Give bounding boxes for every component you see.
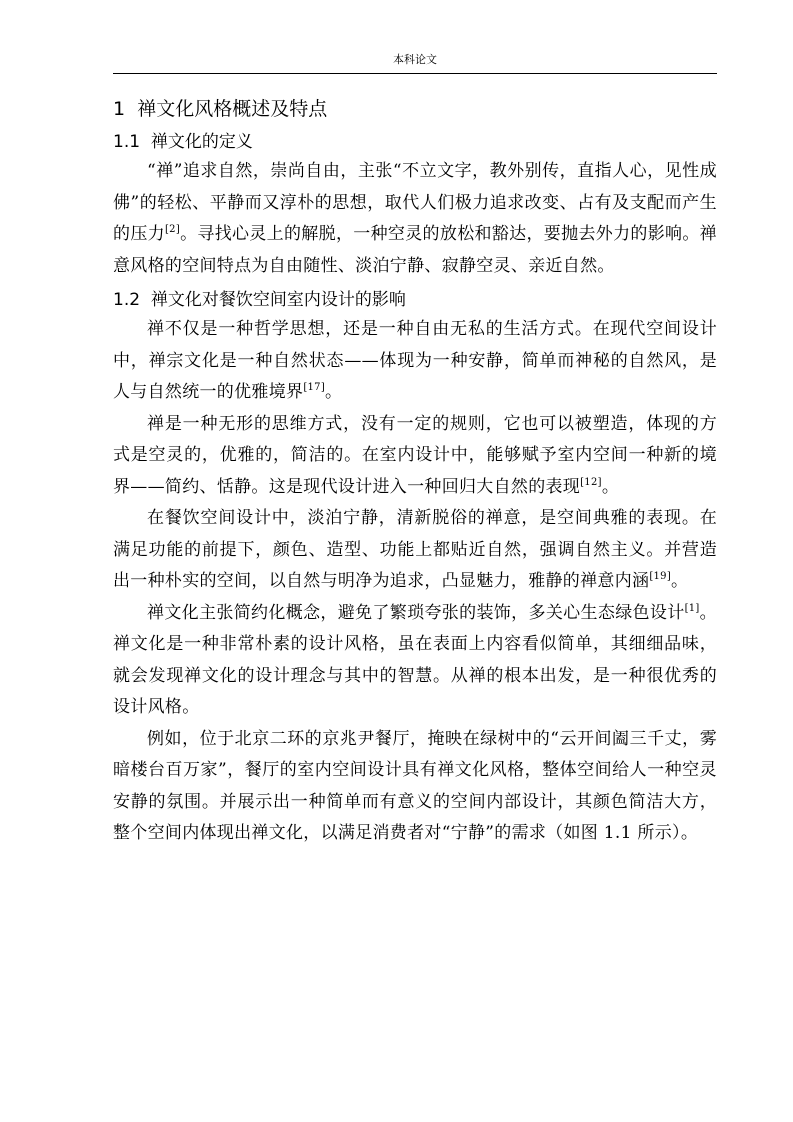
paragraph-text: 。寻找心灵上的解脱，一种空灵的放松和豁达，要抛去外力的影响。禅意风格的空间特点为自由随性、淡泊宁静、寂静空灵、亲近自然。 xyxy=(113,224,717,276)
paragraph-text: 。 xyxy=(671,571,689,591)
paragraph-minimalism xyxy=(113,598,717,724)
paragraph-zen-definition xyxy=(113,156,717,282)
paragraph-text: 。禅文化是一种非常朴素的设计风格，虽在表面上内容看似简单，其细细品味，就会发现禅文化的设计理念与其中的智慧。从禅的根本出发，是一种很优秀的设计风格。 xyxy=(113,602,717,717)
paragraph-zen-thinking xyxy=(113,409,717,504)
document-body xyxy=(113,94,717,850)
subsection-heading-1-1 xyxy=(113,128,717,156)
subsection-title: 禅文化对餐饮空间室内设计的影响 xyxy=(150,290,406,310)
citation-ref: [12] xyxy=(580,476,602,488)
citation-ref: [17] xyxy=(303,382,326,393)
citation-ref: [19] xyxy=(649,571,672,582)
paragraph-zen-lifestyle xyxy=(113,314,717,409)
subsection-number: 1.2 xyxy=(113,290,141,310)
subsection-heading-1-2 xyxy=(113,286,717,314)
section-heading xyxy=(113,94,717,124)
paragraph-dining-space xyxy=(113,503,717,598)
subsection-title: 禅文化的定义 xyxy=(150,132,253,152)
citation-ref: [2] xyxy=(164,224,181,235)
subsection-number: 1.1 xyxy=(113,132,141,152)
paragraph-text: 。 xyxy=(325,382,343,402)
paragraph-text: 禅不仅是一种哲学思想，还是一种自由无私的生活方式。在现代空间设计中，禅宗文化是一种自然状态——体现为一种安静，简单而神秘的自然风，是人与自然统一的优雅境界 xyxy=(113,319,717,402)
citation-ref: [1] xyxy=(684,602,700,614)
section-number: 1 xyxy=(113,98,126,120)
paragraph-text: “禅”追求自然，崇尚自由，主张“不立文字，教外别传，直指人心，见性成佛”的轻松、平静而又淳朴的思想，取代人们极力追求改变、占有及支配而产生的压力 xyxy=(113,161,717,244)
paragraph-text: 。 xyxy=(601,476,620,497)
paragraph-text: 禅文化主张简约化概念，避免了繁琐夸张的装饰，多关心生态绿色设计 xyxy=(147,602,685,623)
header-divider xyxy=(113,73,717,74)
paragraph-text: 禅是一种无形的思维方式，没有一定的规则，它也可以被塑造，体现的方式是空灵的，优雅的，简洁的。在室内设计中，能够赋予室内空间一种新的境界——简约、恬静。这是现代设计进入一种回归大自然的表现 xyxy=(113,413,717,497)
section-title: 禅文化风格概述及特点 xyxy=(137,98,328,120)
running-header: 本科论文 xyxy=(393,53,437,66)
paragraph-example-restaurant: 例如，位于北京二环的京兆尹餐厅，掩映在绿树中的“云开间阖三千丈，雾暗楼台百万家”，餐厅的室内空间设计具有禅文化风格，整体空间给人一种空灵安静的氛围。并展示出一种简单而有意义的空间内部设计，其颜色简洁大方，整个空间内体现出禅文化，以满足消费者对“宁静”的需求（如图 1.1 所示）。 xyxy=(113,728,717,843)
paragraph-text: 在餐饮空间设计中，淡泊宁静，清新脱俗的禅意，是空间典雅的表现。在满足功能的前提下，颜色、造型、功能上都贴近自然，强调自然主义。并营造出一种朴实的空间，以自然与明净为追求，凸显魅力，雅静的禅意内涵 xyxy=(113,508,717,591)
